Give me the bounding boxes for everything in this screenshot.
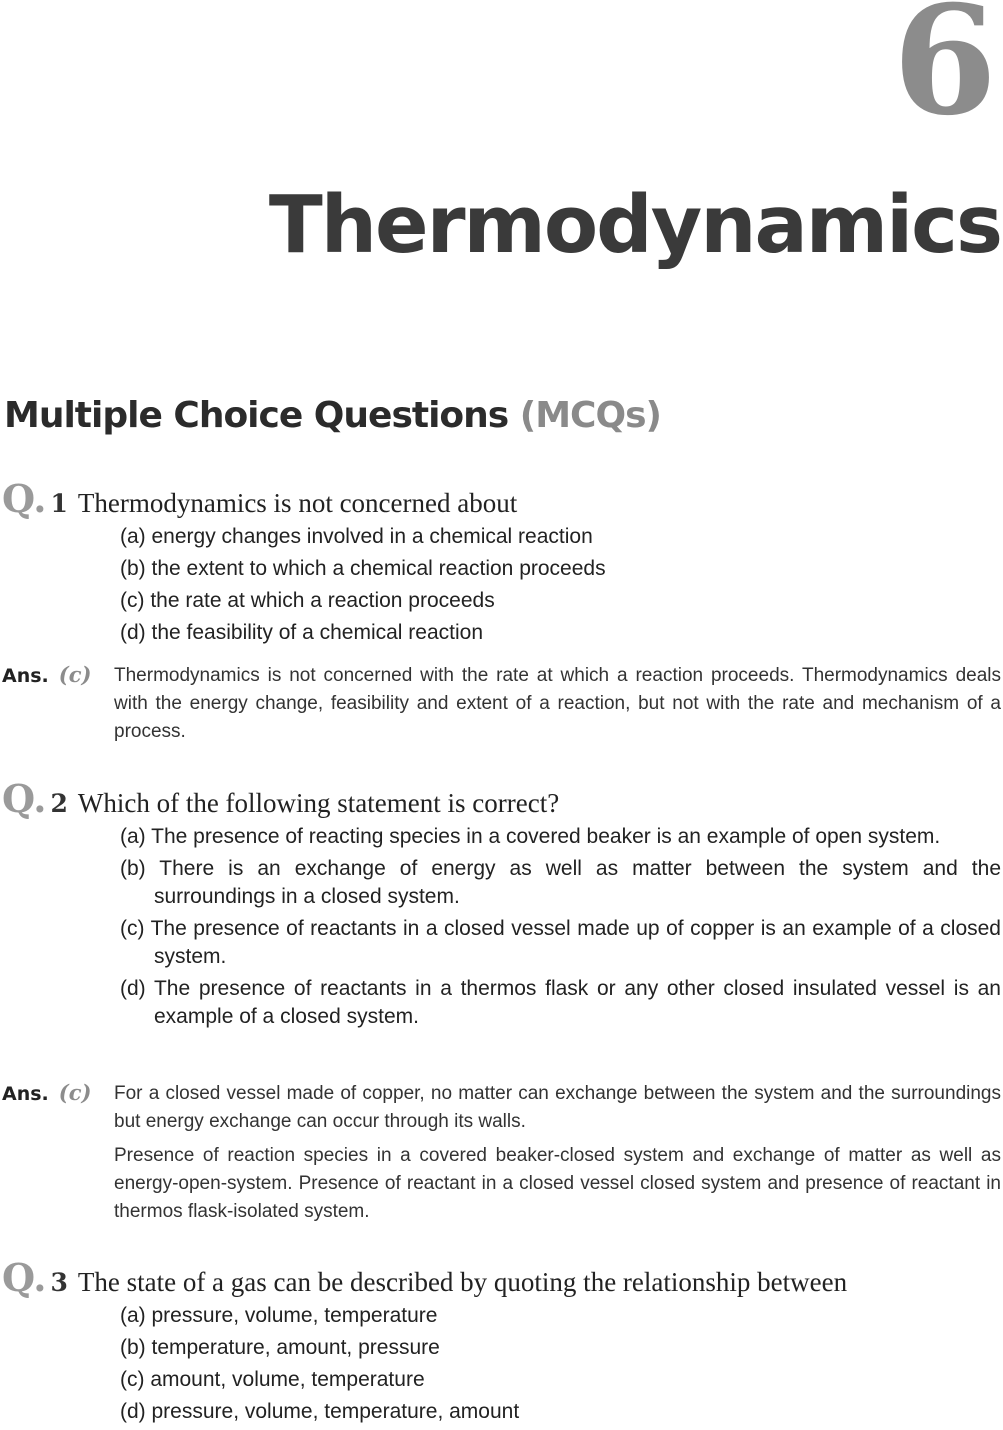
question-1 [2,476,1001,651]
answer-2 [2,1080,1001,1230]
answer-label [2,662,114,750]
answer-paragraph: Thermodynamics is not concerned with the rate at which a reaction proceeds. Thermodynamics deals with the energy change, feasibility and extent of a reaction, but not with the rate and mechanism of a process. [114,665,1001,742]
section-title-main: Multiple Choice Questions [4,395,509,436]
question-text: Thermodynamics is not concerned about [77,488,518,518]
question-heading [2,476,1001,521]
answer-label [2,1080,114,1230]
question-2 [2,776,1001,1035]
answer-word: Ans. [2,1083,49,1105]
answer-option: (c) [58,1080,92,1105]
option-d: (d) the feasibility of a chemical reaction [120,621,483,644]
answer-paragraph: For a closed vessel made of copper, no matter can exchange between the system and the surroundings but energy exchange can occur through its walls. [114,1083,1001,1132]
question-mark: Q. [2,476,47,521]
chapter-title: Thermodynamics [268,179,1001,271]
option-list [2,523,1001,647]
question-number: 2 [50,789,68,818]
question-mark: Q. [2,776,47,821]
question-3 [2,1255,1001,1430]
option-a: (a) energy changes involved in a chemical reaction [120,525,593,548]
section-title [4,395,661,436]
option-list [2,1302,1001,1426]
option-c: (c) the rate at which a reaction proceeds [120,589,495,612]
question-heading [2,776,1001,821]
answer-body [114,1080,1001,1230]
answer-paragraph: Presence of reaction species in a covered beaker-closed system and exchange of matter as well as energy-open-system. Presence of reactant in a closed vessel closed system and presence of reactant in thermos flask-isolated system. [114,1145,1001,1222]
option-c: (c) amount, volume, temperature [120,1368,425,1391]
question-mark: Q. [2,1255,47,1300]
option-b: (b) There is an exchange of energy as well as matter between the system and the surroundings in a closed system. [120,857,1001,908]
answer-option: (c) [58,662,92,687]
option-d: (d) The presence of reactants in a thermos flask or any other closed insulated vessel is an example of a closed system. [120,977,1001,1028]
option-c: (c) The presence of reactants in a closed vessel made up of copper is an example of a closed system. [120,917,1001,968]
option-a: (a) The presence of reacting species in a covered beaker is an example of open system. [120,825,941,848]
answer-word: Ans. [2,665,49,687]
answer-body [114,662,1001,750]
question-number: 3 [50,1268,68,1297]
question-heading [2,1255,1001,1300]
answer-1 [2,662,1001,750]
option-a: (a) pressure, volume, temperature [120,1304,438,1327]
option-b: (b) the extent to which a chemical reaction proceeds [120,557,606,580]
option-b: (b) temperature, amount, pressure [120,1336,440,1359]
chapter-number: 6 [892,0,997,149]
question-number: 1 [50,489,68,518]
option-list [2,823,1001,1031]
option-d: (d) pressure, volume, temperature, amount [120,1400,520,1423]
question-text: Which of the following statement is correct? [77,788,560,818]
question-text: The state of a gas can be described by quoting the relationship between [77,1267,848,1297]
section-title-abbr: (MCQs) [519,395,661,436]
